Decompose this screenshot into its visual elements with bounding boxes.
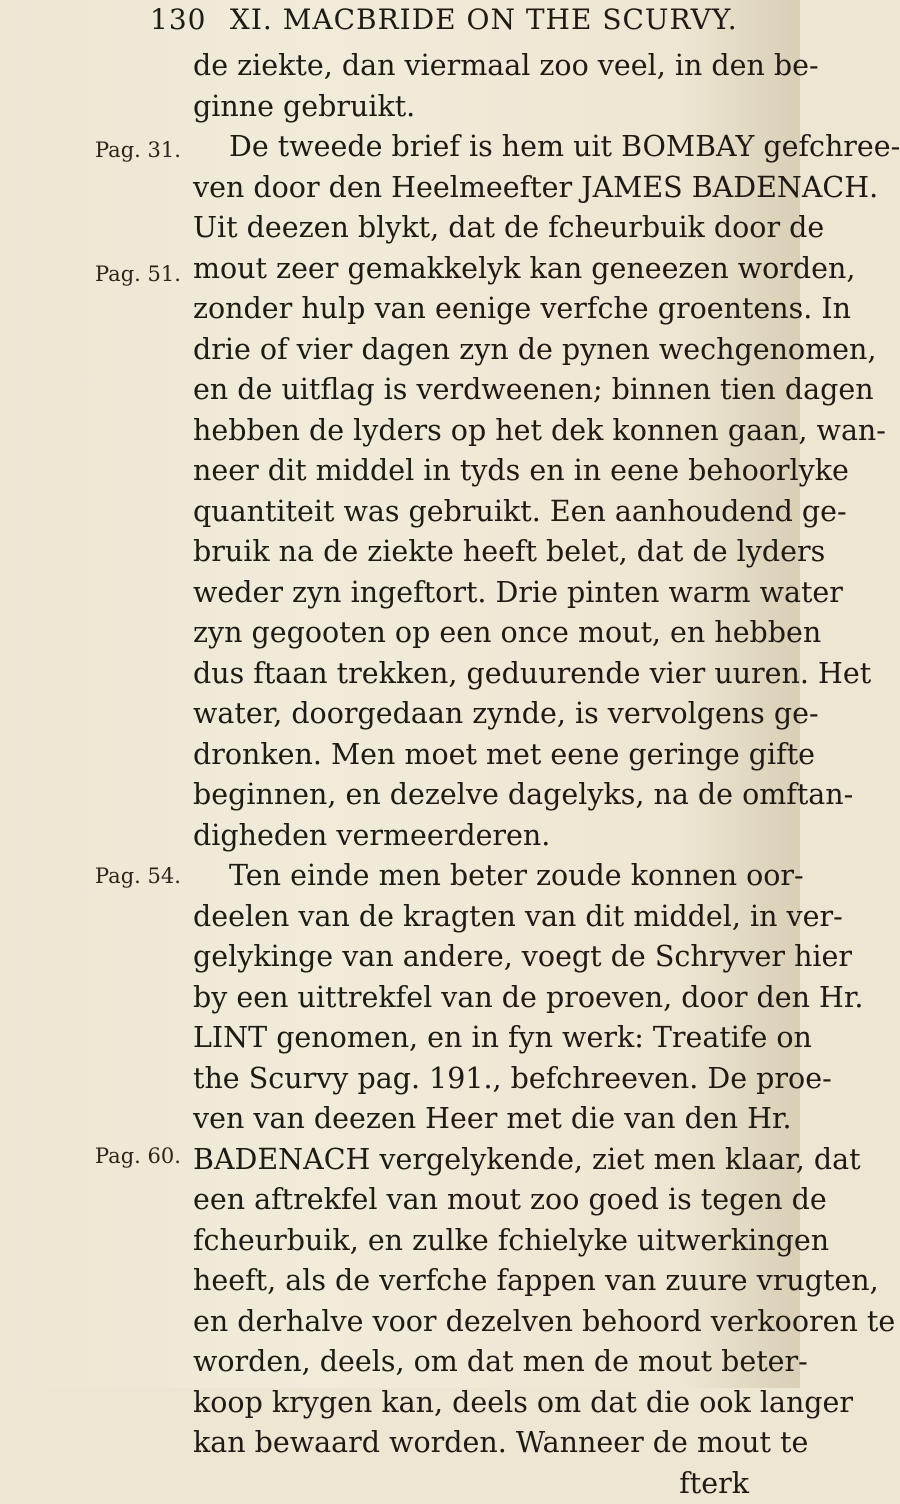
text-line: deelen van de kragten van dit middel, in ver- (193, 897, 773, 938)
text-line: drie of vier dagen zyn de pynen wechgenomen, (193, 330, 773, 371)
body-text (193, 46, 773, 1504)
margin-note: Pag. 51. (95, 262, 195, 286)
margin-note: Pag. 60. (95, 1144, 195, 1168)
text-line: dus ftaan trekken, geduurende vier uuren. Het (193, 654, 773, 695)
text-line: quantiteit was gebruikt. Een aanhoudend ge- (193, 492, 773, 533)
text-line: neer dit middel in tyds en in eene behoorlyke (193, 451, 773, 492)
text-line: hebben de lyders op het dek konnen gaan, wan- (193, 411, 773, 452)
text-line: Uit deezen blykt, dat de fcheurbuik door de (193, 208, 773, 249)
text-line: heeft, als de verfche fappen van zuure vrugten, (193, 1261, 773, 1302)
text-line: ven van deezen Heer met die van den Hr. (193, 1099, 773, 1140)
text-line: LINT genomen, en in fyn werk: Treatife on (193, 1018, 773, 1059)
text-line: Ten einde men beter zoude konnen oor- (193, 856, 773, 897)
text-line: BADENACH vergelykende, ziet men klaar, dat (193, 1140, 773, 1181)
text-line: de ziekte, dan viermaal zoo veel, in den be- (193, 46, 773, 87)
catchword: fterk (193, 1464, 773, 1504)
text-line: worden, deels, om dat men de mout beter- (193, 1342, 773, 1383)
text-line: zonder hulp van eenige verfche groentens. In (193, 289, 773, 330)
text-line: koop krygen kan, deels om dat die ook langer (193, 1383, 773, 1424)
page-number: 130 (150, 0, 220, 40)
text-line: mout zeer gemakkelyk kan geneezen worden, (193, 249, 773, 290)
text-line: weder zyn ingeftort. Drie pinten warm water (193, 573, 773, 614)
margin-note: Pag. 31. (95, 138, 195, 162)
text-line: digheden vermeerderen. (193, 816, 773, 857)
text-line: dronken. Men moet met eene geringe gifte (193, 735, 773, 776)
text-line: zyn gegooten op een once mout, en hebben (193, 613, 773, 654)
text-line: gelykinge van andere, voegt de Schryver hier (193, 937, 773, 978)
text-line: een aftrekfel van mout zoo goed is tegen de (193, 1180, 773, 1221)
text-line: bruik na de ziekte heeft belet, dat de lyders (193, 532, 773, 573)
text-line: by een uittrekfel van de proeven, door den Hr. (193, 978, 773, 1019)
text-line: beginnen, en dezelve dagelyks, na de omftan- (193, 775, 773, 816)
running-header (150, 0, 770, 40)
text-line: the Scurvy pag. 191., befchreeven. De proe- (193, 1059, 773, 1100)
text-line: ginne gebruikt. (193, 87, 773, 128)
text-line: en de uitflag is verdweenen; binnen tien dagen (193, 370, 773, 411)
margin-note: Pag. 54. (95, 864, 195, 888)
text-line: fcheurbuik, en zulke fchielyke uitwerkingen (193, 1221, 773, 1262)
text-line: water, doorgedaan zynde, is vervolgens ge- (193, 694, 773, 735)
text-line: De tweede brief is hem uit BOMBAY gefchree- (193, 127, 773, 168)
text-line: ven door den Heelmeefter JAMES BADENACH. (193, 168, 773, 209)
text-line: en derhalve voor dezelven behoord verkooren te (193, 1302, 773, 1343)
chapter-title: XI. MACBRIDE ON THE SCURVY. (230, 0, 738, 40)
text-line: kan bewaard worden. Wanneer de mout te (193, 1423, 773, 1464)
